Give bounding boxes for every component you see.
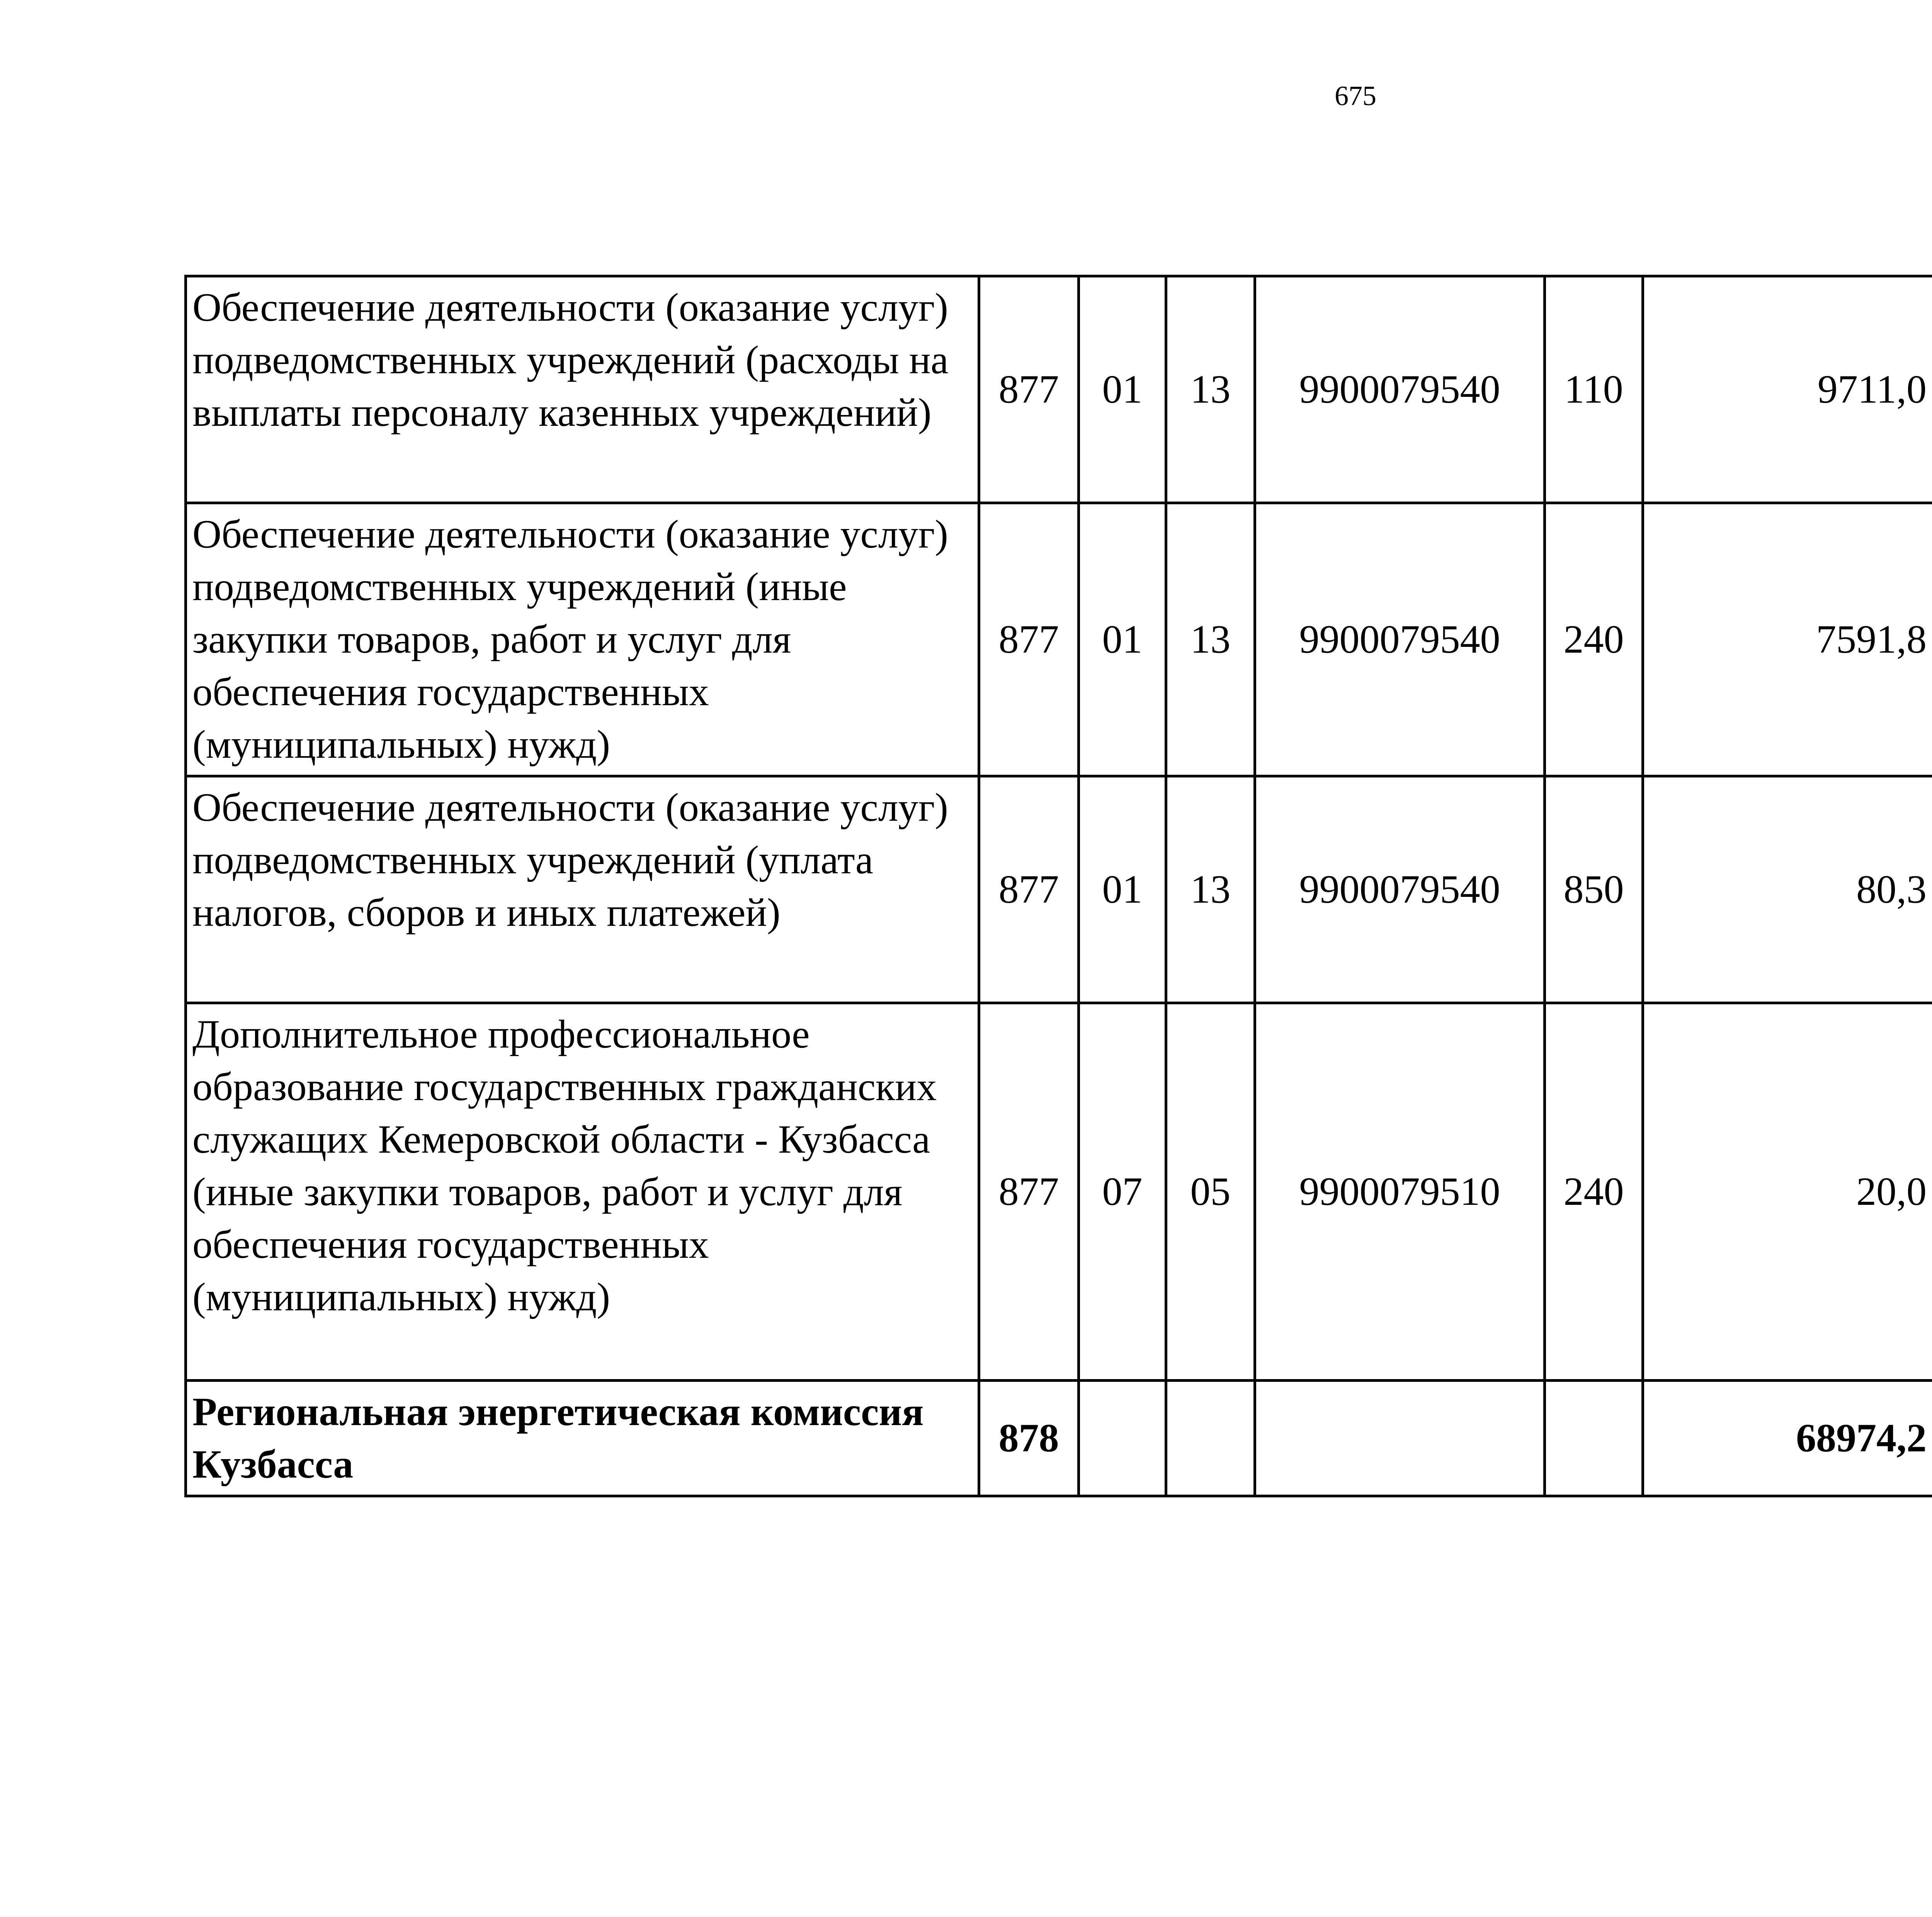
table-row-total	[186, 1381, 1932, 1496]
target-article-cell: 9900079540	[1255, 776, 1545, 1003]
expense-type-cell: 240	[1545, 503, 1643, 776]
amount-year-1-cell: 20,0	[1643, 1003, 1932, 1381]
table-row	[186, 276, 1932, 503]
section-code-cell: 01	[1079, 503, 1166, 776]
expense-name-cell: Дополнительное профессиональное образование государственных гражданских служащих Кемеровской области - Кузбасса (иные закупки товаров, работ и услуг для обеспечения государственных (муниципальных) нужд)	[186, 1003, 979, 1381]
ministry-code-cell: 877	[979, 276, 1079, 503]
amount-year-1-cell: 80,3	[1643, 776, 1932, 1003]
subsection-code-cell: 13	[1166, 276, 1255, 503]
section-code-cell	[1079, 1381, 1166, 1496]
expense-name-cell: Обеспечение деятельности (оказание услуг) подведомственных учреждений (иные закупки товаров, работ и услуг для обеспечения государственных (муниципальных) нужд)	[186, 503, 979, 776]
expense-type-cell: 240	[1545, 1003, 1643, 1381]
ministry-code-cell: 877	[979, 503, 1079, 776]
amount-year-1-cell: 9711,0	[1643, 276, 1932, 503]
target-article-cell: 9900079540	[1255, 503, 1545, 776]
section-code-cell: 01	[1079, 276, 1166, 503]
expense-type-cell	[1545, 1381, 1643, 1496]
section-code-cell: 01	[1079, 776, 1166, 1003]
amount-year-1-cell: 68974,2	[1643, 1381, 1932, 1496]
expense-name-cell: Обеспечение деятельности (оказание услуг) подведомственных учреждений (уплата налогов, сборов и иных платежей)	[186, 776, 979, 1003]
subsection-code-cell	[1166, 1381, 1255, 1496]
ministry-code-cell: 877	[979, 776, 1079, 1003]
section-code-cell: 07	[1079, 1003, 1166, 1381]
target-article-cell	[1255, 1381, 1545, 1496]
table-row	[186, 1003, 1932, 1381]
target-article-cell: 9900079510	[1255, 1003, 1545, 1381]
table-row	[186, 776, 1932, 1003]
amount-year-1-cell: 7591,8	[1643, 503, 1932, 776]
subsection-code-cell: 13	[1166, 776, 1255, 1003]
expense-name-cell: Региональная энергетическая комиссия Кузбасса	[186, 1381, 979, 1496]
expense-type-cell: 110	[1545, 276, 1643, 503]
target-article-cell: 9900079540	[1255, 276, 1545, 503]
ministry-code-cell: 877	[979, 1003, 1079, 1381]
budget-table	[184, 275, 1932, 1497]
subsection-code-cell: 13	[1166, 503, 1255, 776]
expense-name-cell: Обеспечение деятельности (оказание услуг) подведомственных учреждений (расходы на выплаты персоналу казенных учреждений)	[186, 276, 979, 503]
expense-type-cell: 850	[1545, 776, 1643, 1003]
table-row	[186, 503, 1932, 776]
page-number: 675	[1335, 80, 1376, 111]
ministry-code-cell: 878	[979, 1381, 1079, 1496]
subsection-code-cell: 05	[1166, 1003, 1255, 1381]
